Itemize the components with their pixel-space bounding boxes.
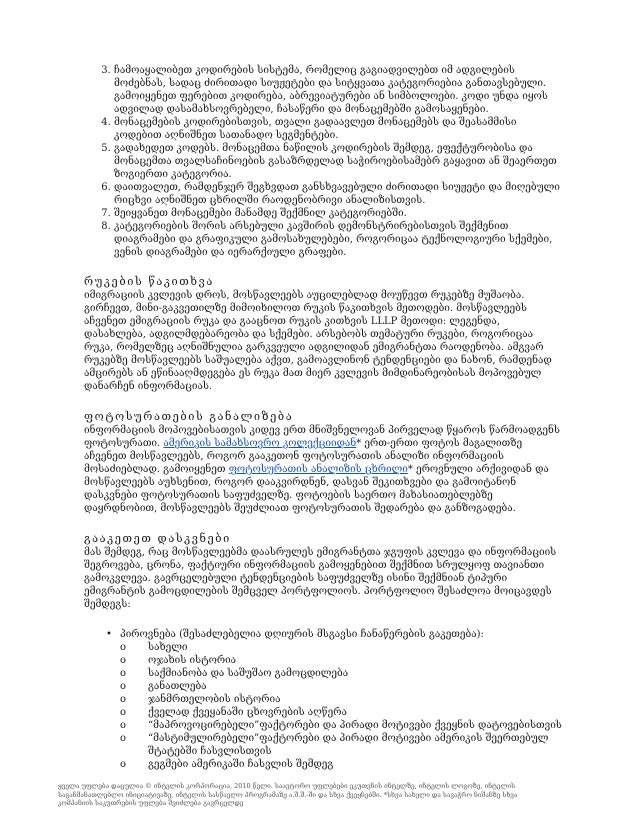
photos-paragraph: ინფორმაციის მოპოვებისათვის კიდევ ერთ მნიშვნელოვან პირველად წყაროს წარმოადგენს ფოტოსურათი. ამერიკის სამახსოვრო კოლექციიდან* ერთ-ერთი ფოტოს მაგალითზე აჩვენეთ მოსწავლეებს, როგორ გააკეთონ ფოტოსურათის ანალიზი ინფორმაციის მოსაძიებლად. გამოიყენეთ ფოტოსურათის ანალიზის ცხრილი* ეროვნული არქივიდან და მოსწავლეებს აუხსენით, როგორ დააკვირდნენ, დასვან შეკითხვები და გამოიტანონ დასკვნები ფოტოსურათის საფუძველზე. ფოტოების საერთო მახასიათებლებზე დაყრდნობით, მოსწავლეებს შეუძლიათ ფოტოსურათის შედარება და განზოგადება. xyxy=(84,425,560,514)
maps-paragraph: იმიგრაციის კვლევის დროს, მოსწავლეებს აუცილებლად მოუწევთ რუკებზე მუშაობა. გირჩევთ, მინი-გაკვეთილზე მიმოიხილოთ რუკის წაკითხვის მეთოდები. მოსწავლეებს აჩვენეთ ემიგრაციის რუკა და გააცნოთ რუკის კითხვის LLLP მეთოდი: ლეგენდა, დასახლება, ადგილმდებარეობა და სქემები. არსებობს თემატური რუკები, როგორიცაა რუკა, რომელზეც აღნიშნულია გარკვეული ადგილიდან ემიგრანტთა რაოდენობა. ამგვარ რუკებზე მოსწავლეებს საშუალება აქვთ, გამოავლინონ ტენდენციები და ნახონ, რამდენად ამცირებს ან ეწინააღმდეგება ეს რუკა მათ მიერ კვლევის მიმდინარეობისას მოპოვებულ დანარჩენ ინფორმაციას. xyxy=(84,290,552,392)
list-item: o განათლება xyxy=(148,680,564,693)
portfolio-bullet-list xyxy=(84,628,564,771)
list-item: • პიროვნება (შესაძლებელია დღიურის მსგავსი ჩანაწერების გაკეთება): o სახელი o ოჯახის ისტორია o საქმიანობა და საშუშაო გამოცდილება o განათლება o ჯანმრთელობის ისტორია o ქველად ქვეყანაში ცხოვრების აღწერა o “მაპროვოცირებელი”ფაქტორები და პირადი მოტივები ქვეყნის დატოვებისთვის o “მასტიმულირებელი”ფაქტორები და პირადი მოტივები ამერიკის შეერთებულ შტატებში ჩასვლისთვის o გეგმები ამერიკაში ჩასვლის შემდეგ xyxy=(120,628,564,771)
copyright-footer: ყველა უფლება დაცულია © ინტელის კორპორაცია, 2010 წელი. საავტორო უფლებები ეკუთვნის ინტელზე, ინტელის ლოგოზე, ინტელის საგანმანათლებლო ინიციატივაზე, ინტელის სასწავლო პროგრამაზე ა.შ.შ.-ში და სხვა ქვეყნებში. *სხვა სახელი და სავაჭრო ნიშანზე სხვა კომპანიის საკუთრების უფლება შეიძლება გავრცელდე xyxy=(58,782,518,807)
list-item: 7. შეიყვანეთ მონაცემები მანამდე შექმნილ კატეგორიებში. xyxy=(114,207,564,220)
list-item: 3. ჩამოაყალიბეთ კოდირების სისტემა, რომელიც გაგიადვილებთ იმ ადგილების მოძებნას, სადაც ძირითადი სიუჟეტები და სიტყვათა კატეგორიებია განთავსებული. გამოიყენეთ ფერებით კოდირება, აბრევიატურები ან სიმბოლოები. კოდი უნდა იყოს ადვილად დასამახსოვრებელი, ჩასაწერი და მონაცემებში გამოსაყენები. xyxy=(114,64,564,116)
list-item: o ოჯახის ისტორია xyxy=(148,654,564,667)
conclusions-paragraph: მას შემდეგ, რაც მოსწავლეებმა დაასრულეს ემიგრანტთა ჯგუფის კვლევა და ინფორმაციის შეგროვება, ცრონა, ფაქტიური ინფორმაციის გამოყენებით შექმნით სრულყოფ თავიანთი გამოკვლევა. გავრცელებული ტენდენციების საფუძველზე ისინი შექმნიან ტიპური ემიგრანტის გამოცდილების შემცველ პორტფოლიოს. პორტფოლიო შესაძლოა მოიცავდეს შემდეგს: xyxy=(84,547,557,610)
list-item: o “მაპროვოცირებელი”ფაქტორები და პირადი მოტივები ქვეყნის დატოვებისთვის xyxy=(148,719,564,732)
list-item: o “მასტიმულირებელი”ფაქტორები და პირადი მოტივები ამერიკის შეერთებულ შტატებში ჩასვლისთვის xyxy=(148,732,564,758)
list-item: 6. დაითვალეთ, რამდენჯერ შეგხვდათ განსხვავებული ძირითადი სიუჟეტი და მიღებული რიცხვი აღნიშნეთ ცხრილში რაოდენობრივი ანალიზისთვის. xyxy=(114,181,564,207)
list-item: o გეგმები ამერიკაში ჩასვლის შემდეგ xyxy=(148,758,564,771)
maps-heading: რუკების წაკითხვა xyxy=(84,275,214,288)
personality-sub-list xyxy=(120,641,564,771)
list-item: o საქმიანობა და საშუშაო გამოცდილება xyxy=(148,667,564,680)
list-item: 5. გადახედეთ კოდებს. მონაცემთა ნაწილის კოდირების შემდეგ, ეფექტურობისა და მონაცემთა თვალსაჩინოების გასაზრდელად საჭიროებისამებრ გაყავით ან შეაერთეთ ზოგიერთი კატეგორია. xyxy=(114,142,564,181)
american-memory-link[interactable]: ამერიკის სამახსოვრო კოლექციიდან xyxy=(163,438,357,449)
photo-analysis-worksheet-link[interactable]: ფოტოსურათის ანალიზის ცხრილი xyxy=(228,464,408,475)
list-item: o ქველად ქვეყანაში ცხოვრების აღწერა xyxy=(148,706,564,719)
list-item: 4. მონაცემების კოდირებისთვის, თვალი გადაავლეთ მონაცემებს და შეასამმისი კოდებით აღნიშნეთ სათანადო სეგმენტები. xyxy=(114,116,564,142)
conclusions-heading: გააკეთეთ დასკვნები xyxy=(84,532,231,545)
photos-heading: ფოტოსურათების განალიზება xyxy=(84,410,294,423)
document-body xyxy=(84,64,564,771)
list-item: o სახელი xyxy=(148,641,564,654)
coding-steps-list xyxy=(84,64,564,259)
list-item: o ჯანმრთელობის ისტორია xyxy=(148,693,564,706)
list-item: 8. კატეგორიების შორის არსებული კავშირის დემონსტრირებისთვის შექმენით დიაგრამები და გრაფიკული გამოსახულებები, როგორიცაა ტექნოლოგიური სქემები, ვენის დიაგრამები და იერარქიული გრაფები. xyxy=(114,220,564,259)
